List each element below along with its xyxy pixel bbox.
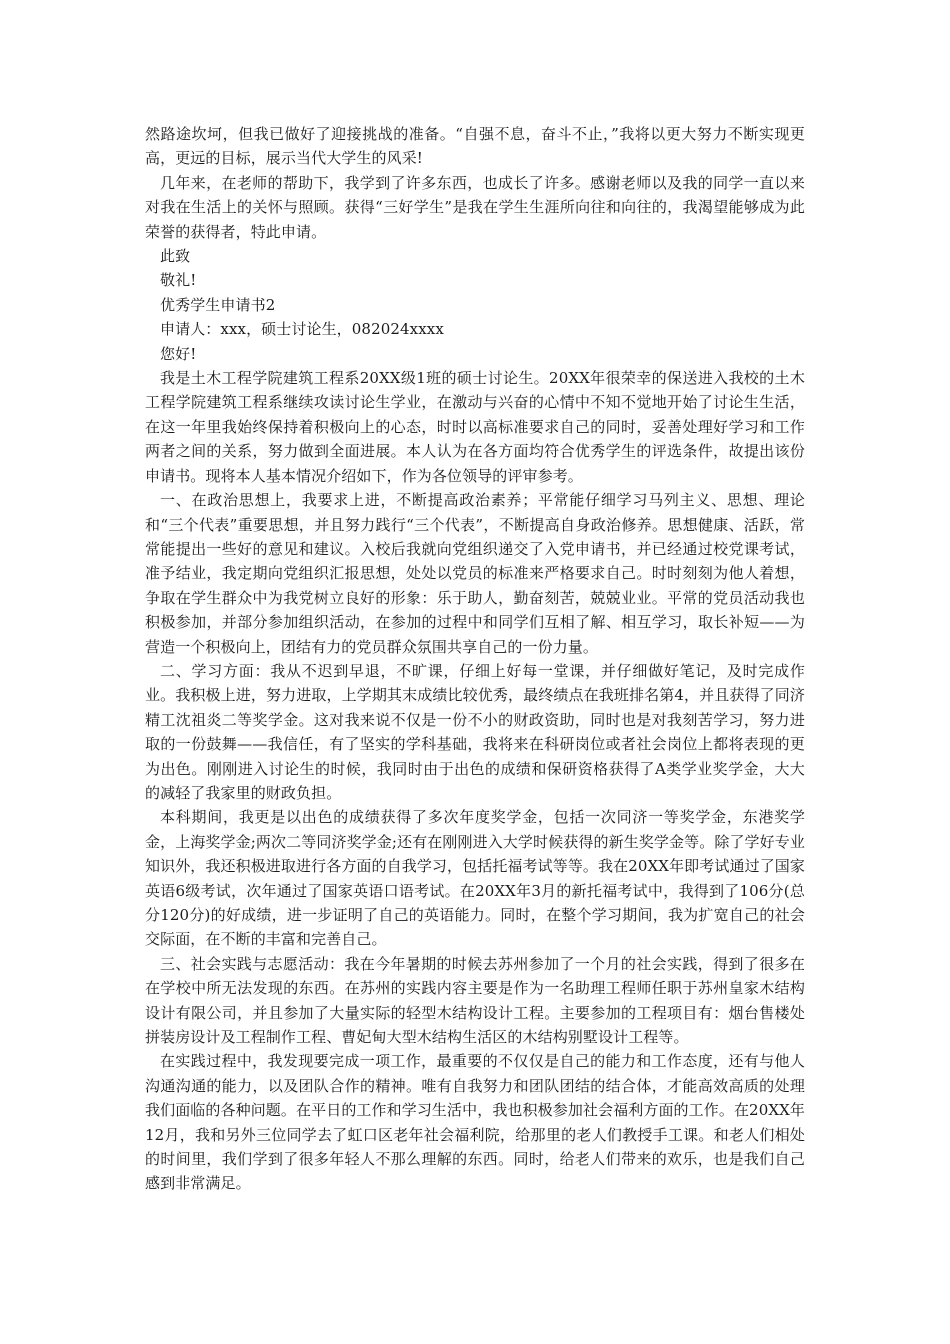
paragraph-undergraduate: 本科期间，我更是以出色的成绩获得了多次年度奖学金，包括一次同济一等奖学金，东港奖学金，上海奖学金;两次二等同济奖学金;还有在刚刚进入大学时候获得的新生奖学金等。除了学好专业知识外，我还积极进取进行各方面的自我学习，包括托福考试等等。我在20XX年即考试通过了国家英语6级考试，次年通过了国家英语口语考试。在20XX年3月的新托福考试中，我得到了106分(总分120分)的好成绩，进一步证明了自己的英语能力。同时，在整个学习期间，我为扩宽自己的社会交际面，在不断的丰富和完善自己。 bbox=[145, 808, 805, 949]
paragraph-introduction: 我是土木工程学院建筑工程系20XX级1班的硕士讨论生。20XX年很荣幸的保送进入我校的土木工程学院建筑工程系继续攻读讨论生学业，在激动与兴奋的心情中不知不觉地开始了讨论生生活，在这一年里我始终保持着积极向上的心态，时时以高标准要求自己的同时，妥善处理好学习和工作两者之间的关系，努力做到全面进展。本人认为在各方面均符合优秀学生的评选条件，故提出该份申请书。现将本人基本情况介绍如下，作为各位领导的评审参考。 bbox=[145, 369, 805, 485]
closing-regards: 敬礼! bbox=[160, 271, 197, 290]
paragraph-practice: 三、社会实践与志愿活动：我在今年暑期的时候去苏州参加了一个月的社会实践，得到了很多在在学校中所无法发现的东西。在苏州的实践内容主要是作为一名助理工程师任职于苏州皇家木结构设计有限公司，并且参加了大量实际的轻型木结构设计工程。主要参加的工程项目有：烟台售楼处拼装房设计及工程制作工程、曹妃甸大型木结构生活区的木结构别墅设计工程等。 bbox=[145, 954, 805, 1047]
section-title: 优秀学生申请书2 bbox=[160, 295, 276, 314]
paragraph-study: 二、学习方面：我从不迟到早退，不旷课，仔细上好每一堂课，并仔细做好笔记，及时完成作业。我积极上进，努力进取，上学期其末成绩比较优秀，最终绩点在我班排名第4，并且获得了同济精工沈祖炎二等奖学金。这对我来说不仅是一份不小的财政资助，同时也是对我刻苦学习，努力进取的一份鼓舞——我信任，有了坚实的学科基础，我将来在科研岗位或者社会岗位上都将表现的更为出色。刚刚进入讨论生的时候，我同时由于出色的成绩和保研资格获得了A类学业奖学金，大大的减轻了我家里的财政负担。 bbox=[145, 661, 805, 802]
greeting: 您好! bbox=[160, 344, 197, 363]
paragraph-gratitude: 几年来，在老师的帮助下，我学到了许多东西，也成长了许多。感谢老师以及我的同学一直以来对我在生活上的关怀与照顾。获得“三好学生”是我在学生生涯所向往和向往的，我渴望能够成为此荣誉的获得者，特此申请。 bbox=[145, 173, 805, 241]
closing-salutation: 此致 bbox=[160, 247, 191, 266]
document-page bbox=[145, 122, 805, 1196]
paragraph-continuation: 然路途坎坷，但我已做好了迎接挑战的准备。“自强不息，奋斗不止，”我将以更大努力不断实现更高，更远的目标，展示当代大学生的风采! bbox=[145, 125, 805, 168]
paragraph-teamwork: 在实践过程中，我发现要完成一项工作，最重要的不仅仅是自己的能力和工作态度，还有与他人沟通沟通的能力，以及团队合作的精神。唯有自我努力和团队团结的结合体，才能高效高质的处理我们面临的各种问题。在平日的工作和学习生活中，我也积极参加社会福利方面的工作。在20XX年12月，我和另外三位同学去了虹口区老年社会福利院，给那里的老人们教授手工课。和老人们相处的时间里，我们学到了很多年轻人不那么理解的东西。同时，给老人们带来的欢乐，也是我们自己感到非常满足。 bbox=[145, 1052, 805, 1193]
paragraph-political: 一、在政治思想上，我要求上进，不断提高政治素养；平常能仔细学习马列主义、思想、理论和“三个代表”重要思想，并且努力践行“三个代表”，不断提高自身政治修养。思想健康、活跃，常常能提出一些好的意见和建议。入校后我就向党组织递交了入党申请书，并已经通过校党课考试，准予结业，我定期向党组织汇报思想，处处以党员的标准来严格要求自己。时时刻刻为他人着想，争取在学生群众中为我党树立良好的形象：乐于助人，勤奋刻苦，兢兢业业。平常的党员活动我也积极参加，并部分参加组织活动，在参加的过程中和同学们互相了解、相互学习，取长补短——为营造一个积极向上，团结有力的党员群众氛围共享自己的一份力量。 bbox=[145, 491, 805, 656]
applicant-line: 申请人：xxx，硕士讨论生，082024xxxx bbox=[160, 320, 444, 339]
